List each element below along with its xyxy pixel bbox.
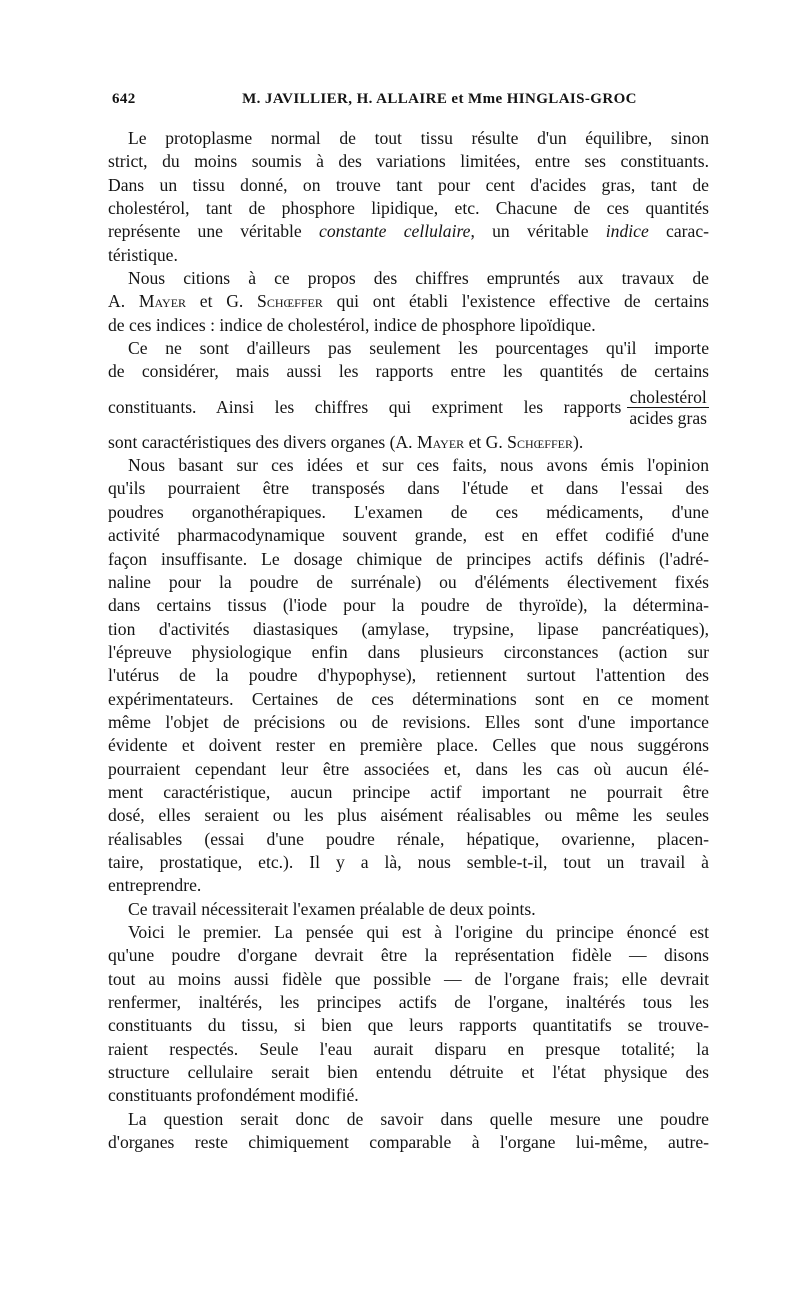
running-head-authors: M. JAVILLIER, H. ALLAIRE et Mme HINGLAIS-GROC [242, 91, 637, 107]
fraction-numerator: cholestérol [629, 386, 707, 407]
italic-term: indice [605, 221, 649, 242]
text-line: renfermer, inaltérés, les principes actifs de l'organe, inaltérés tous les [108, 992, 709, 1013]
text-line: naline pour la poudre de surrénale) ou d'éléments électivement fixés [108, 571, 709, 592]
text-line: ment caractéristique, aucun principe actif important ne pourrait être [108, 781, 709, 802]
text-line [108, 431, 709, 454]
text-run: constituants. Ainsi les chiffres qui expriment les rapports [108, 396, 622, 417]
paragraph-6 [108, 921, 709, 1108]
paragraph-1 [108, 127, 709, 267]
paragraph-3 [108, 337, 709, 454]
text-line: réalisables (essai d'une poudre rénale, hépatique, ovarienne, placen- [108, 828, 709, 849]
text-run: A. [108, 291, 139, 312]
text-line: strict, du moins soumis à des variations limitées, entre ses constituants. [108, 151, 709, 172]
text-line: téristique. [108, 244, 178, 265]
text-line: évidente et doivent rester en première place. Celles que nous suggérons [108, 735, 709, 756]
fraction-line [108, 384, 709, 431]
paragraph-2 [108, 267, 709, 337]
running-header [112, 91, 704, 115]
text-line: dosé, elles seraient ou les plus aisément réalisables ou même les seules [108, 805, 709, 826]
italic-term: constante cellulaire [319, 221, 471, 242]
text-line: constituants du tissu, si bien que leurs rapports quantitatifs se trouve- [108, 1015, 709, 1036]
text-line: l'utérus de la poudre d'hypophyse), retiennent surtout l'attention des [108, 665, 709, 686]
text-line: tout au moins aussi fidèle que possible — de l'organe frais; elle devrait [108, 968, 709, 989]
text-line: de ces indices : indice de cholestérol, indice de phosphore lipoïdique. [108, 314, 596, 335]
text-line: Dans un tissu donné, on trouve tant pour cent d'acides gras, tant de [108, 174, 709, 195]
author-name: Mayer [138, 291, 187, 312]
ratio-fraction [627, 387, 709, 428]
author-name: Schœffer [507, 431, 573, 452]
text-line: façon insuffisante. Le dosage chimique de principes actifs définis (l'adré- [108, 548, 709, 569]
text-line: l'épreuve physiologique enfin dans plusieurs circonstances (action sur [108, 641, 709, 662]
text-line: taire, prostatique, etc.). Il y a là, nous semble-t-il, tout un travail à [108, 851, 709, 872]
text-line: dans certains tissus (l'iode pour la poudre de thyroïde), la détermina- [108, 595, 709, 616]
text-line: entreprendre. [108, 875, 202, 896]
text-line: Ce ne sont d'ailleurs pas seulement les pourcentages qu'il importe [128, 338, 709, 359]
text-line: structure cellulaire serait bien entendu détruite et l'état physique des [108, 1062, 709, 1083]
text-line: tion d'activités diastasiques (amylase, trypsine, lipase pancréatiques), [108, 618, 709, 639]
fraction-denominator: acides gras [629, 407, 707, 428]
text-line: activité pharmacodynamique souvent grande, est en effet codifié d'une [108, 525, 709, 546]
text-run: représente une véritable [108, 221, 320, 242]
text-line: expérimentateurs. Certaines de ces déterminations sont en ce moment [108, 688, 709, 709]
text-line: La question serait donc de savoir dans quelle mesure une poudre [128, 1108, 709, 1129]
text-run: et G. [186, 291, 258, 312]
text-line: constituants profondément modifié. [108, 1085, 359, 1106]
author-name: Schœffer [257, 291, 323, 312]
author-name: Mayer [416, 431, 465, 452]
text-run: ). [572, 431, 584, 452]
text-line: même l'objet de précisions ou de revisions. Elles sont d'une importance [108, 711, 709, 732]
text-line: qu'ils pourraient être transposés dans l'étude et dans l'essai des [108, 478, 709, 499]
article-body [108, 127, 709, 1154]
text-run: carac- [648, 221, 709, 242]
paragraph-5 [108, 898, 709, 921]
paragraph-4 [108, 454, 709, 898]
text-line: Nous citions à ce propos des chiffres empruntés aux travaux de [128, 268, 709, 289]
text-line: d'organes reste chimiquement comparable à l'organe lui-même, autre- [108, 1132, 709, 1153]
text-line: Le protoplasme normal de tout tissu résulte d'un équilibre, sinon [128, 128, 709, 148]
text-line: de considérer, mais aussi les rapports entre les quantités de certains [108, 361, 709, 382]
text-line: raient respectés. Seule l'eau aurait disparu en presque totalité; la [108, 1038, 709, 1059]
text-line: pourraient cependant leur être associées et, dans les cas où aucun élé- [108, 758, 709, 779]
text-run: sont caractéristiques des divers organes (A. [108, 431, 417, 452]
text-run: , un véritable [470, 221, 606, 242]
text-line: Nous basant sur ces idées et sur ces faits, nous avons émis l'opinion [128, 455, 709, 476]
text-run: et G. [464, 431, 508, 452]
text-line [108, 220, 709, 243]
text-line: qu'une poudre d'organe devrait être la représentation fidèle — disons [108, 945, 709, 966]
page-number: 642 [112, 91, 136, 107]
text-run: qui ont établi l'existence effective de certains [322, 291, 709, 312]
text-line: cholestérol, tant de phosphore lipidique, etc. Chacune de ces quantités [108, 198, 709, 219]
text-line: Voici le premier. La pensée qui est à l'origine du principe énoncé est [128, 922, 709, 942]
text-line: Ce travail nécessiterait l'examen préalable de deux points. [128, 898, 536, 919]
text-line [108, 290, 709, 313]
text-line: poudres organothérapiques. L'examen de ces médicaments, d'une [108, 501, 709, 522]
paragraph-7 [108, 1108, 709, 1155]
